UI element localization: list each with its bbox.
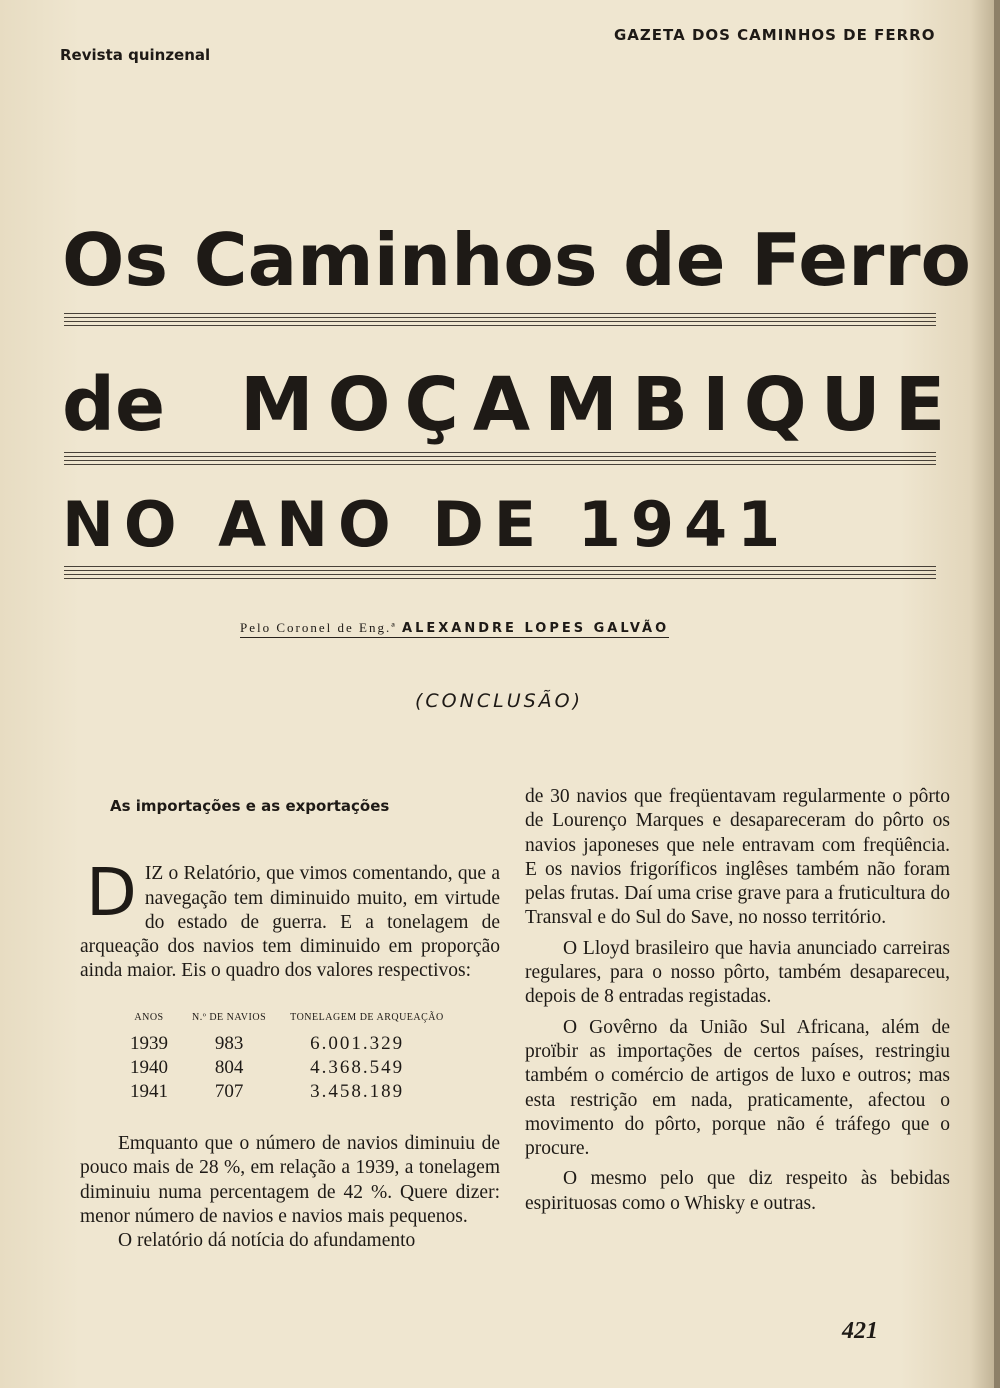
table-header-row [120,1006,458,1032]
header-left: Revista quinzenal [60,46,211,64]
paragraph: O Lloyd brasileiro que havia anunciado carreiras regulares, para o nosso pôrto, também desapareceu, depois de 8 entradas registadas. [525,937,950,1008]
table-cell-ships: 804 [214,1057,244,1079]
byline-name: ALEXANDRE LOPES GALVÃO [402,621,670,636]
byline [240,620,669,638]
intro-paragraph [80,854,500,983]
drop-cap: D [86,854,137,932]
table-cell-ships: 707 [214,1081,244,1103]
right-column [525,785,950,1216]
subtitle: (CONCLUSÃO) [415,690,584,712]
left-column [80,790,500,1254]
title-line-3: NO ANO DE 1941 [62,488,791,561]
paragraph: O Govêrno da União Sul Africana, além de proïbir as importações de certos países, restringiu também o comércio de artigos de luxo e outros; mas esta restrição em nada, praticamente, afectou o movimento do pôrto, porque não é tráfego que o procure. [525,1016,950,1160]
table-row [120,1032,458,1056]
section-heading: As importações e as exportações [110,797,390,815]
table-cell-tonnage: 4.368.549 [310,1057,405,1079]
title-mozambique: MOÇAMBIQUE [240,362,960,448]
table-header: ANOS [134,1011,164,1023]
title-rule-1 [64,313,936,327]
paragraph: Emquanto que o número de navios diminuiu de pouco mais de 28 %, em relação a 1939, a tonelagem diminuiu numa percentagem de 42 %. Quere dizer: menor número de navios e navios mais pequenos. [80,1133,500,1227]
byline-prefix: Pelo Coronel de Eng.ª [240,620,397,635]
table-cell-year: 1941 [130,1081,168,1103]
table-cell-year: 1940 [130,1057,168,1079]
table-cell-tonnage: 6.001.329 [310,1033,405,1055]
table-row [120,1056,458,1080]
table-cell-ships: 983 [214,1033,244,1055]
title-line-2 [62,362,960,448]
intro-text: IZ o Relatório, que vimos comentando, que a navegação tem diminuido muito, em virtude do estado de guerra. E a tonelagem de arqueação dos navios tem diminuido em proporção ainda maior. Eis o quadro dos valores respectivos: [80,863,500,982]
table-cell-tonnage: 3.458.189 [310,1081,405,1103]
paragraph: de 30 navios que freqüentavam regularmente o pôrto de Lourenço Marques e desapareceram do pôrto os navios japoneses que nele entravam com freqüência. E os navios frigoríficos inglêses também não foram pelas frutas. Daí uma crise grave para a fruticultura do Transval e do Sul do Save, no nosso território. [525,786,950,929]
ships-table [120,1006,458,1104]
paragraph: O relatório dá notícia do afundamento [118,1230,416,1252]
title-rule-3 [64,566,936,580]
table-cell-year: 1939 [130,1033,168,1055]
table-row [120,1080,458,1104]
table-header: N.º DE NAVIOS [192,1011,267,1023]
header-right: GAZETA DOS CAMINHOS DE FERRO [614,26,936,44]
title-line-1: Os Caminhos de Ferro [62,218,972,302]
page-number: 421 [842,1318,878,1344]
title-de: de [62,362,166,448]
table-header: TONELAGEM DE ARQUEAÇÃO [290,1011,444,1023]
binding-edge [994,0,1000,1388]
paragraph: O mesmo pelo que diz respeito às bebidas espirituosas como o Whisky e outras. [525,1168,950,1214]
title-rule-2 [64,452,936,466]
